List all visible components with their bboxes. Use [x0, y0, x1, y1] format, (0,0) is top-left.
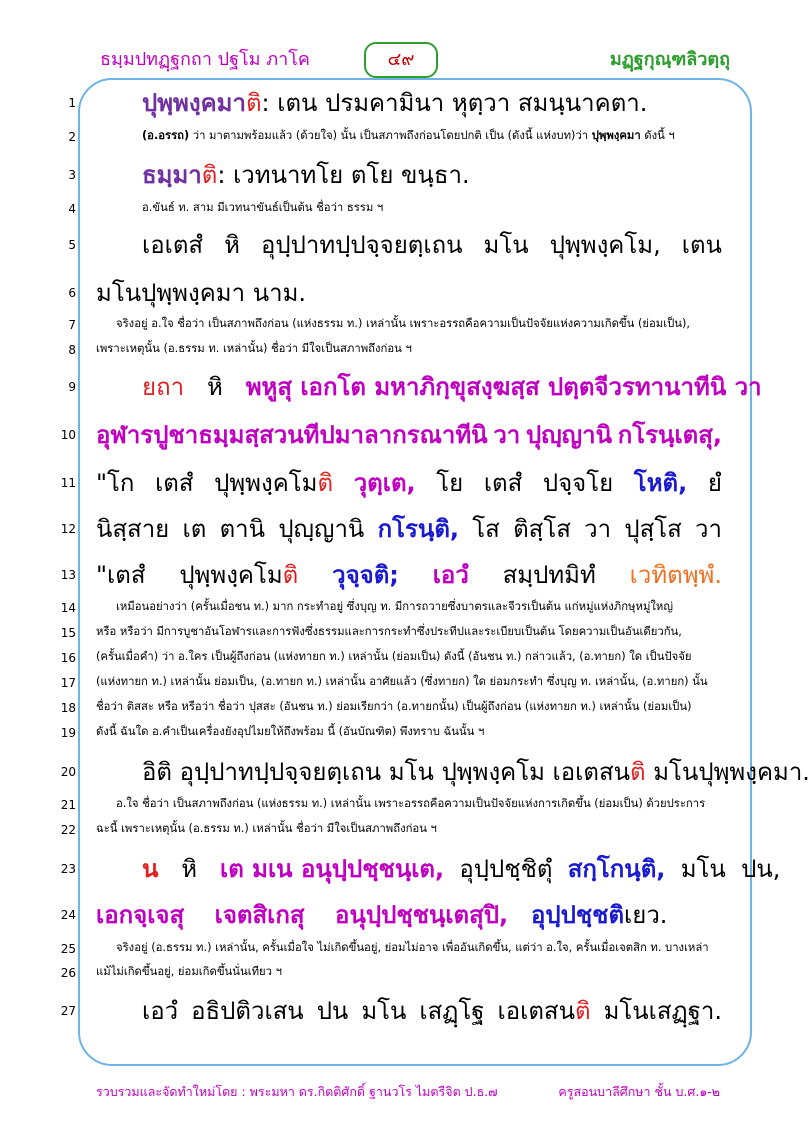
- line-20: [96, 755, 810, 789]
- pali-magenta-text: วา: [493, 421, 521, 449]
- line-1: [96, 86, 722, 120]
- pali-word: ยํ: [707, 469, 722, 497]
- line-4: [96, 200, 722, 216]
- line-24: [96, 898, 722, 932]
- pali-magenta-text: กโรนฺเตสุ,: [617, 421, 722, 449]
- page-number-box: ๔๙: [364, 42, 438, 78]
- line-number: 6: [68, 286, 76, 300]
- pali-word: มโนเสฏฺฐา.: [603, 997, 722, 1025]
- line-number: 1: [68, 96, 76, 110]
- pali-red-word: ยถา: [142, 373, 185, 401]
- thai-text: แม้ไม่เกิดขึ้นอยู่, ย่อมเกิดขึ้นนั่นเทียว ฯ: [96, 965, 282, 978]
- iti-marker: ติ: [245, 89, 262, 117]
- pali-magenta-text: เอวํ: [432, 561, 469, 589]
- pali-magenta-text: อุฬารปูชาธมฺมสฺสวนทีปมาลากรณาทีนิ: [96, 421, 488, 449]
- thai-text: (แห่งทายก ท.) เหล่านั้น ย่อมเป็น, (อ.ทายก ท.) เหล่านั้น อาศัยแล้ว (ซึ่งทายก) ใด ย่อมกระทำ ซึ่งบุญ ท. เหล่านั้น, (อ.ทายก) นั้น: [96, 675, 708, 688]
- header-book-title: ธมฺมปทฏฺฐกถา ปฐโม ภาโค: [100, 49, 310, 70]
- line-27: [96, 994, 722, 1028]
- line-23: [96, 852, 781, 886]
- line-26: [96, 964, 722, 980]
- line-number: 4: [68, 202, 76, 216]
- line-8: [96, 341, 722, 357]
- pali-word: เสฏฺโฐ: [419, 997, 485, 1025]
- line-number: 24: [60, 908, 76, 922]
- line-number: 14: [60, 601, 76, 615]
- iti-marker: ติ: [317, 469, 334, 497]
- pali-word: ปุพฺพงฺคโม: [179, 561, 283, 589]
- footer-teacher: ครูสอนบาลีศึกษา ชั้น บ.ศ.๑-๒: [558, 1084, 720, 1099]
- line-number: 10: [60, 428, 76, 442]
- iti-marker: ติ: [282, 561, 299, 589]
- pali-blue-word: อุปฺปชฺชติ: [531, 901, 625, 929]
- pali-word: หิ: [206, 373, 223, 401]
- pali-word: เตน: [681, 231, 722, 259]
- pali-word: มโน: [361, 997, 407, 1025]
- line-number: 22: [60, 823, 76, 837]
- line-number: 12: [60, 522, 76, 536]
- pali-word: วา: [584, 515, 612, 543]
- pali-magenta-text: ปุญฺญานิ: [525, 421, 612, 449]
- thai-text: (ครั้นเมื่อคำ) ว่า อ.ใคร เป็นผู้ถึงก่อน (แห่งทายก ท.) เหล่านั้น (ย่อมเป็น) ดังนี้ (อันชน ท.) กล่าวแล้ว, (อ.ทายก) ใด เป็นปัจจัย: [96, 650, 692, 663]
- line-12: [96, 512, 722, 546]
- pali-word: ปน,: [741, 855, 781, 883]
- line-number: 13: [60, 568, 76, 582]
- line-number: 15: [60, 626, 76, 640]
- pali-word: เตสํ: [483, 469, 523, 497]
- line-5: [96, 228, 722, 262]
- pali-word: อธิปติวเสน: [191, 997, 304, 1025]
- line-25: [96, 940, 722, 956]
- line-22: [96, 821, 722, 837]
- pali-word: มโน: [680, 855, 726, 883]
- pali-word: เยว.: [624, 901, 668, 929]
- thai-text: ฉะนี้ เพราะเหตุนั้น (อ.ธรรม ท.) เหล่านั้น ชื่อว่า มีใจเป็นสภาพถึงก่อน ฯ: [96, 822, 437, 835]
- line-6: [96, 276, 722, 310]
- line-number: 8: [68, 343, 76, 357]
- line-21: [96, 796, 722, 812]
- line-number: 5: [68, 238, 76, 252]
- pali-word: เอวํ: [142, 997, 179, 1025]
- thai-text: จริงอยู่ (อ.ธรรม ท.) เหล่านั้น, ครั้นเมื่อใจ ไม่เกิดขึ้นอยู่, ย่อมไม่อาจ เพื่ออันเกิดขึ้น, แต่ว่า อ.ใจ, ครั้นเมื่อเจตสิก ท. บางเหล่า: [116, 941, 709, 954]
- pali-word: ปจฺจโย: [542, 469, 614, 497]
- pali-text: มโนปุพฺพงฺคมา นาม.: [96, 279, 307, 307]
- pali-word: มโน: [483, 231, 529, 259]
- pali-magenta-text: วุตฺเต,: [353, 469, 416, 497]
- thai-text: เหมือนอย่างว่า (ครั้นเมื่อชน ท.) มาก กระทำอยู่ ซึ่งบุญ ท. มีการถวายซึ่งบาตรและจีวรเป็นต้น แก่หมู่แห่งภิกษุหมู่ใหญ่: [116, 600, 673, 613]
- pali-blue-word: กโรนฺติ,: [377, 515, 460, 543]
- iti-marker: ติ: [201, 161, 218, 189]
- pali-word: "เตสํ: [96, 561, 146, 589]
- line-number: 19: [60, 726, 76, 740]
- thai-bold: (อ.อรรถ): [142, 129, 190, 142]
- pali-word: โย: [436, 469, 464, 497]
- footer-compiler: รวบรวมและจัดทำใหม่โดย : พระมหา ดร.กิตติศักดิ์ ฐานวโร ไมตรีจิต ป.ธ.๗: [96, 1084, 498, 1099]
- pali-word: ปุสฺโส: [624, 515, 682, 543]
- pali-word: "โก: [96, 469, 135, 497]
- iti-marker: ติ: [574, 997, 591, 1025]
- pali-word: เอเตสํ: [142, 231, 204, 259]
- line-number: 11: [60, 476, 76, 490]
- line-number: 18: [60, 701, 76, 715]
- pali-word: หิ: [224, 231, 240, 259]
- pali-word: เตสํ: [155, 469, 194, 497]
- line-13: [96, 558, 722, 592]
- line-number: 25: [60, 942, 76, 956]
- line-15: [96, 624, 722, 640]
- line-number: 20: [60, 765, 76, 779]
- line-number: 3: [68, 168, 76, 182]
- line-number: 16: [60, 651, 76, 665]
- pali-word: อุปฺปชฺชิตุํ: [459, 855, 553, 883]
- headword: ธมฺมา: [142, 161, 202, 189]
- line-number: 7: [68, 318, 76, 332]
- line-14: [96, 599, 722, 615]
- pali-word: โส: [472, 515, 500, 543]
- line-number: 27: [60, 1004, 76, 1018]
- line-2: [96, 128, 722, 144]
- line-number: 21: [60, 798, 76, 812]
- line-number: 26: [60, 966, 76, 980]
- pali-text: มโนปุพฺพงฺคมา.: [645, 758, 810, 786]
- pali-magenta-text: อนุปฺปชฺชนฺเตสุปิ,: [335, 901, 509, 929]
- line-number: 2: [68, 130, 76, 144]
- pali-word: นิสฺสาย: [96, 515, 170, 543]
- line-number: 9: [68, 380, 76, 394]
- thai-bold: ปุพฺพงฺคมา: [591, 129, 641, 142]
- pali-word: วา: [695, 515, 722, 543]
- iti-marker: ติ: [630, 758, 646, 786]
- pali-text: : เวทนาทโย ตโย ขนฺธา.: [217, 161, 470, 189]
- pali-magenta-text: เอกจฺเจสุ: [96, 901, 185, 929]
- thai-text: หรือ หรือว่า มีการบูชาอันโอฬารและการฟังซึ่งธรรมและการกระทำซึ่งประทีปและระเบียบเป็นต้น โดยความเป็นอันเดียวกัน,: [96, 625, 682, 638]
- thai-text: อ.ใจ ชื่อว่า เป็นสภาพถึงก่อน (แห่งธรรม ท.) เหล่านั้น เพราะอรรถคือความเป็นปัจจัยแห่งการเกิดขึ้น (ย่อมเป็น) ด้วยประการ: [116, 797, 706, 810]
- pali-blue-word: โหติ,: [633, 469, 688, 497]
- pali-word: สมฺปทมิทํ: [502, 561, 596, 589]
- line-9: [96, 370, 762, 404]
- line-11: [96, 466, 722, 500]
- pali-word: ปุพฺพงฺคโม,: [549, 231, 661, 259]
- thai-text: ชื่อว่า ติสสะ หรือ หรือว่า ชื่อว่า ปุสสะ (อันชน ท.) ย่อมเรียกว่า (อ.ทายกนั้น) เป็นผู้ถึงก่อน (แห่งทายก ท.) เหล่านั้น (ย่อมเป็น): [96, 700, 692, 713]
- pali-orange-word: เวทิตพฺพํ.: [629, 561, 722, 589]
- pali-word: เอเตสน: [497, 997, 575, 1025]
- pali-text: : เตน ปรมคามินา หุตฺวา สมนฺนาคตา.: [261, 89, 648, 117]
- line-number: 23: [60, 862, 76, 876]
- line-19: [96, 724, 722, 740]
- line-16: [96, 649, 722, 665]
- pali-blue-word: สกฺโกนฺติ,: [567, 855, 666, 883]
- thai-text: ดังนี้ ฯ: [640, 129, 675, 142]
- pali-word: อุปฺปาทปฺปจฺจยตฺเถน: [260, 231, 463, 259]
- pali-text: อิติ อุปฺปาทปฺปจฺจยตฺเถน มโน ปุพฺพงฺคโม เอเตสน: [142, 758, 631, 786]
- pali-magenta-text: เจตสิเกสุ: [214, 901, 305, 929]
- pali-word: ปน: [316, 997, 349, 1025]
- header-story-title: มฏฺฐกุณฺฑลิวตฺถุ: [609, 49, 730, 70]
- thai-text: อ.ขันธ์ ท. สาม มีเวทนาขันธ์เป็นต้น ชื่อว่า ธรรม ฯ: [142, 201, 384, 214]
- pali-word: ตานิ: [219, 515, 266, 543]
- pali-word: ปุพฺพงฺคโม: [214, 469, 318, 497]
- line-18: [96, 699, 722, 715]
- thai-text: เพราะเหตุนั้น (อ.ธรรม ท. เหล่านั้น) ชื่อว่า มีใจเป็นสภาพถึงก่อน ฯ: [96, 342, 412, 355]
- pali-blue-word: วุจฺจติ;: [332, 561, 399, 589]
- pali-magenta-text: พหูสุ เอกโต มหาภิกฺขุสงฺฆสฺส ปตฺตจีวรทานาทีนิ วา: [245, 373, 762, 401]
- pali-word: ปุญฺญานิ: [278, 515, 365, 543]
- pali-magenta-text: เต มเน อนุปฺปชฺชนฺเต,: [220, 855, 445, 883]
- thai-text: ว่า มาตามพร้อมแล้ว (ด้วยใจ) นั้น เป็นสภาพถึงก่อนโดยปกติ เป็น (ดังนี้ แห่งบท)ว่า: [189, 129, 592, 142]
- headword: ปุพฺพงฺคมา: [142, 89, 246, 117]
- pali-word: เต: [182, 515, 207, 543]
- pali-word: ติสฺโส: [513, 515, 571, 543]
- line-7: [96, 316, 722, 332]
- thai-text: จริงอยู่ อ.ใจ ชื่อว่า เป็นสภาพถึงก่อน (แห่งธรรม ท.) เหล่านั้น เพราะอรรถคือความเป็นปัจจัยแห่งความเกิดขึ้น (ย่อมเป็น),: [116, 317, 690, 330]
- line-number: 17: [60, 676, 76, 690]
- line-10: [96, 418, 722, 452]
- thai-text: ดังนี้ ฉันใด อ.คำเป็นเครื่องยังอุปไมยให้ถึงพร้อม นี้ (อันบัณฑิต) พึงทราบ ฉันนั้น ฯ: [96, 725, 485, 738]
- pali-red-word: น: [142, 855, 159, 883]
- line-17: [96, 674, 722, 690]
- pali-word: หิ: [181, 855, 198, 883]
- line-3: [96, 158, 722, 192]
